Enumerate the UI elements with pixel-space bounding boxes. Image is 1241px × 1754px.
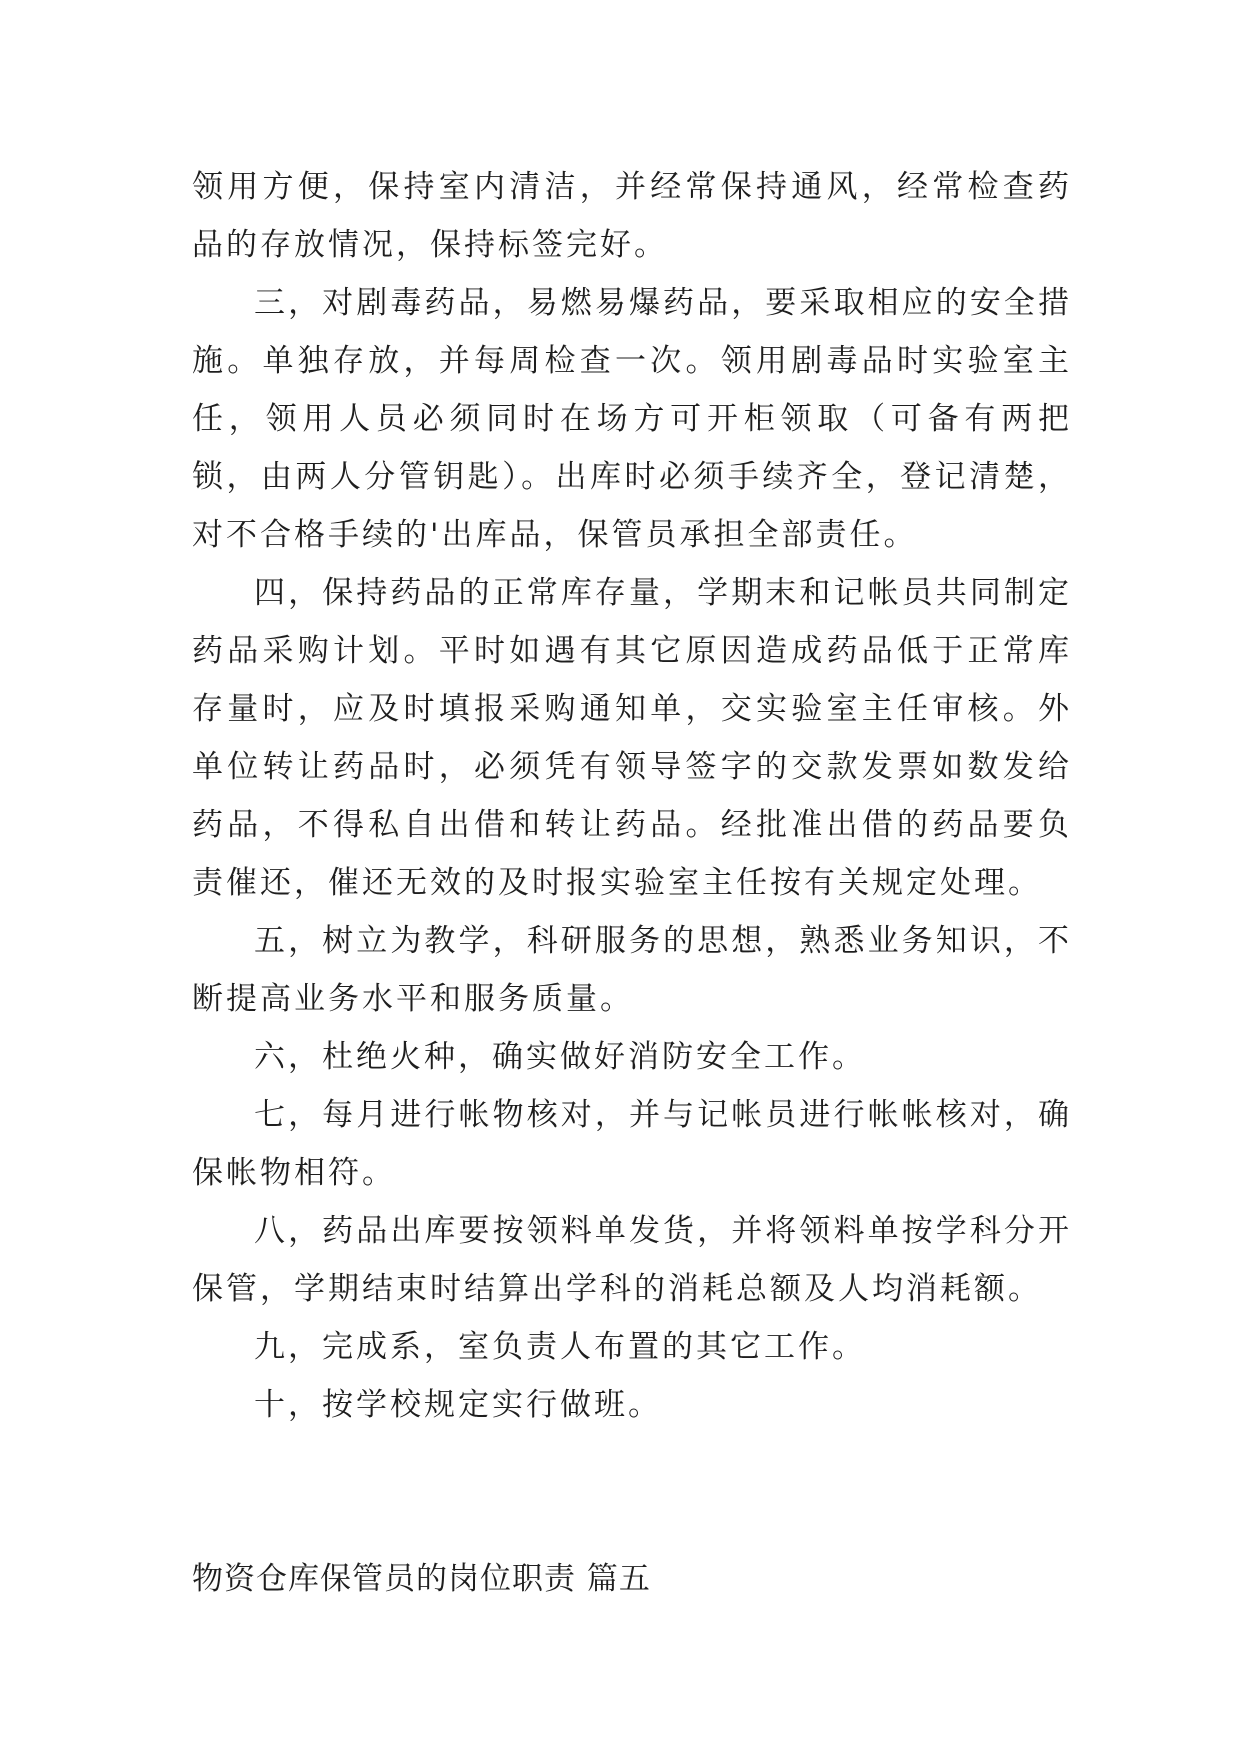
paragraph-item-3: 三，对剧毒药品，易燃易爆药品，要采取相应的安全措施。单独存放，并每周检查一次。领用剧毒品时实验室主任，领用人员必须同时在场方可开柜领取（可备有两把锁，由两人分管钥匙）。出库时必须手续齐全，登记清楚，对不合格手续的'出库品，保管员承担全部责任。 xyxy=(192,285,1072,553)
paragraph-item-5: 五，树立为教学，科研服务的思想，熟悉业务知识，不断提高业务水平和服务质量。 xyxy=(192,923,1072,1017)
paragraph-item-6: 六，杜绝火种，确实做好消防安全工作。 xyxy=(254,1039,866,1075)
document-body xyxy=(192,158,1072,1608)
paragraph-item-7: 七，每月进行帐物核对，并与记帐员进行帐帐核对，确保帐物相符。 xyxy=(192,1097,1072,1191)
section-spacer xyxy=(192,1434,1072,1550)
section-heading: 物资仓库保管员的岗位职责 篇五 xyxy=(192,1561,651,1597)
paragraph-item-8: 八，药品出库要按领料单发货，并将领料单按学科分开保管，学期结束时结算出学科的消耗总额及人均消耗额。 xyxy=(192,1213,1072,1307)
paragraph-continuation: 领用方便，保持室内清洁，并经常保持通风，经常检查药品的存放情况，保持标签完好。 xyxy=(192,169,1072,263)
paragraph-item-9: 九，完成系，室负责人布置的其它工作。 xyxy=(254,1329,866,1365)
paragraph-item-4: 四，保持药品的正常库存量，学期末和记帐员共同制定药品采购计划。平时如遇有其它原因造成药品低于正常库存量时，应及时填报采购通知单，交实验室主任审核。外单位转让药品时，必须凭有领导签字的交款发票如数发给药品，不得私自出借和转让药品。经批准出借的药品要负责催还，催还无效的及时报实验室主任按有关规定处理。 xyxy=(192,575,1072,901)
paragraph-item-10: 十，按学校规定实行做班。 xyxy=(254,1387,662,1423)
